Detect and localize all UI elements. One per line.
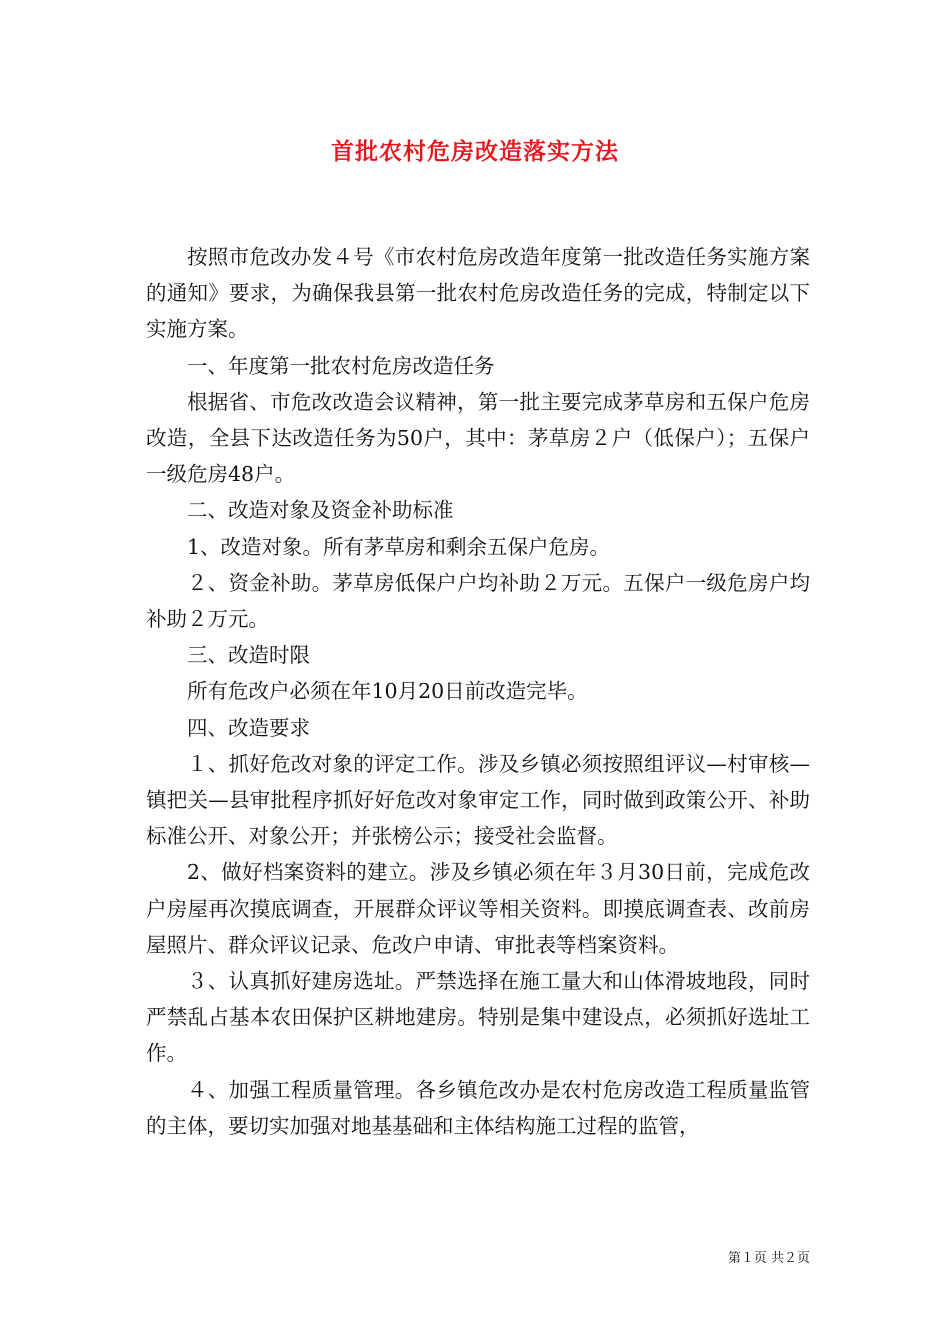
paragraph-item-4-3: ３、认真抓好建房选址。严禁选择在施工量大和山体滑坡地段，同时严禁乱占基本农田保护区耕地建房。特别是集中建设点，必须抓好选址工作。	[146, 969, 810, 1066]
paragraph-item-2-1: 1、改造对象。所有茅草房和剩余五保户危房。	[187, 534, 611, 559]
heading-section-4: 四、改造要求	[187, 715, 310, 740]
paragraph-item-4-4: ４、加强工程质量管理。各乡镇危改办是农村危房改造工程质量监管的主体，要切实加强对地基基础和主体结构施工过程的监管，	[146, 1077, 810, 1138]
heading-section-3: 三、改造时限	[187, 643, 310, 668]
paragraph-section-3: 所有危改户必须在年10月20日前改造完毕。	[187, 679, 588, 704]
paragraph-intro: 按照市危改办发４号《市农村危房改造年度第一批改造任务实施方案的通知》要求，为确保我县第一批农村危房改造任务的完成，特制定以下实施方案。	[146, 245, 810, 342]
heading-section-1: 一、年度第一批农村危房改造任务	[187, 353, 495, 378]
paragraph-item-2-2: ２、资金补助。茅草房低保户户均补助２万元。五保户一级危房户均补助２万元。	[146, 570, 810, 632]
page-number: 第１页 共２页	[727, 1251, 810, 1266]
paragraph-item-4-2: 2、做好档案资料的建立。涉及乡镇必须在年３月30日前，完成危改户房屋再次摸底调查，开展群众评议等相关资料。即摸底调查表、改前房屋照片、群众评议记录、危改户申请、审批表等档案资料。	[146, 860, 810, 957]
document-title: 首批农村危房改造落实方法	[331, 138, 619, 165]
document-body	[146, 239, 810, 1144]
heading-section-2: 二、改造对象及资金补助标准	[187, 498, 454, 523]
paragraph-item-4-1: １、抓好危改对象的评定工作。涉及乡镇必须按照组评议—村审核—镇把关—县审批程序抓好好危改对象审定工作，同时做到政策公开、补助标准公开、对象公开；并张榜公示；接受社会监督。	[146, 751, 810, 849]
paragraph-section-1: 根据省、市危改改造会议精神，第一批主要完成茅草房和五保户危房改造，全县下达改造任务为50户，其中：茅草房２户（低保户）；五保户一级危房48户。	[146, 389, 810, 487]
